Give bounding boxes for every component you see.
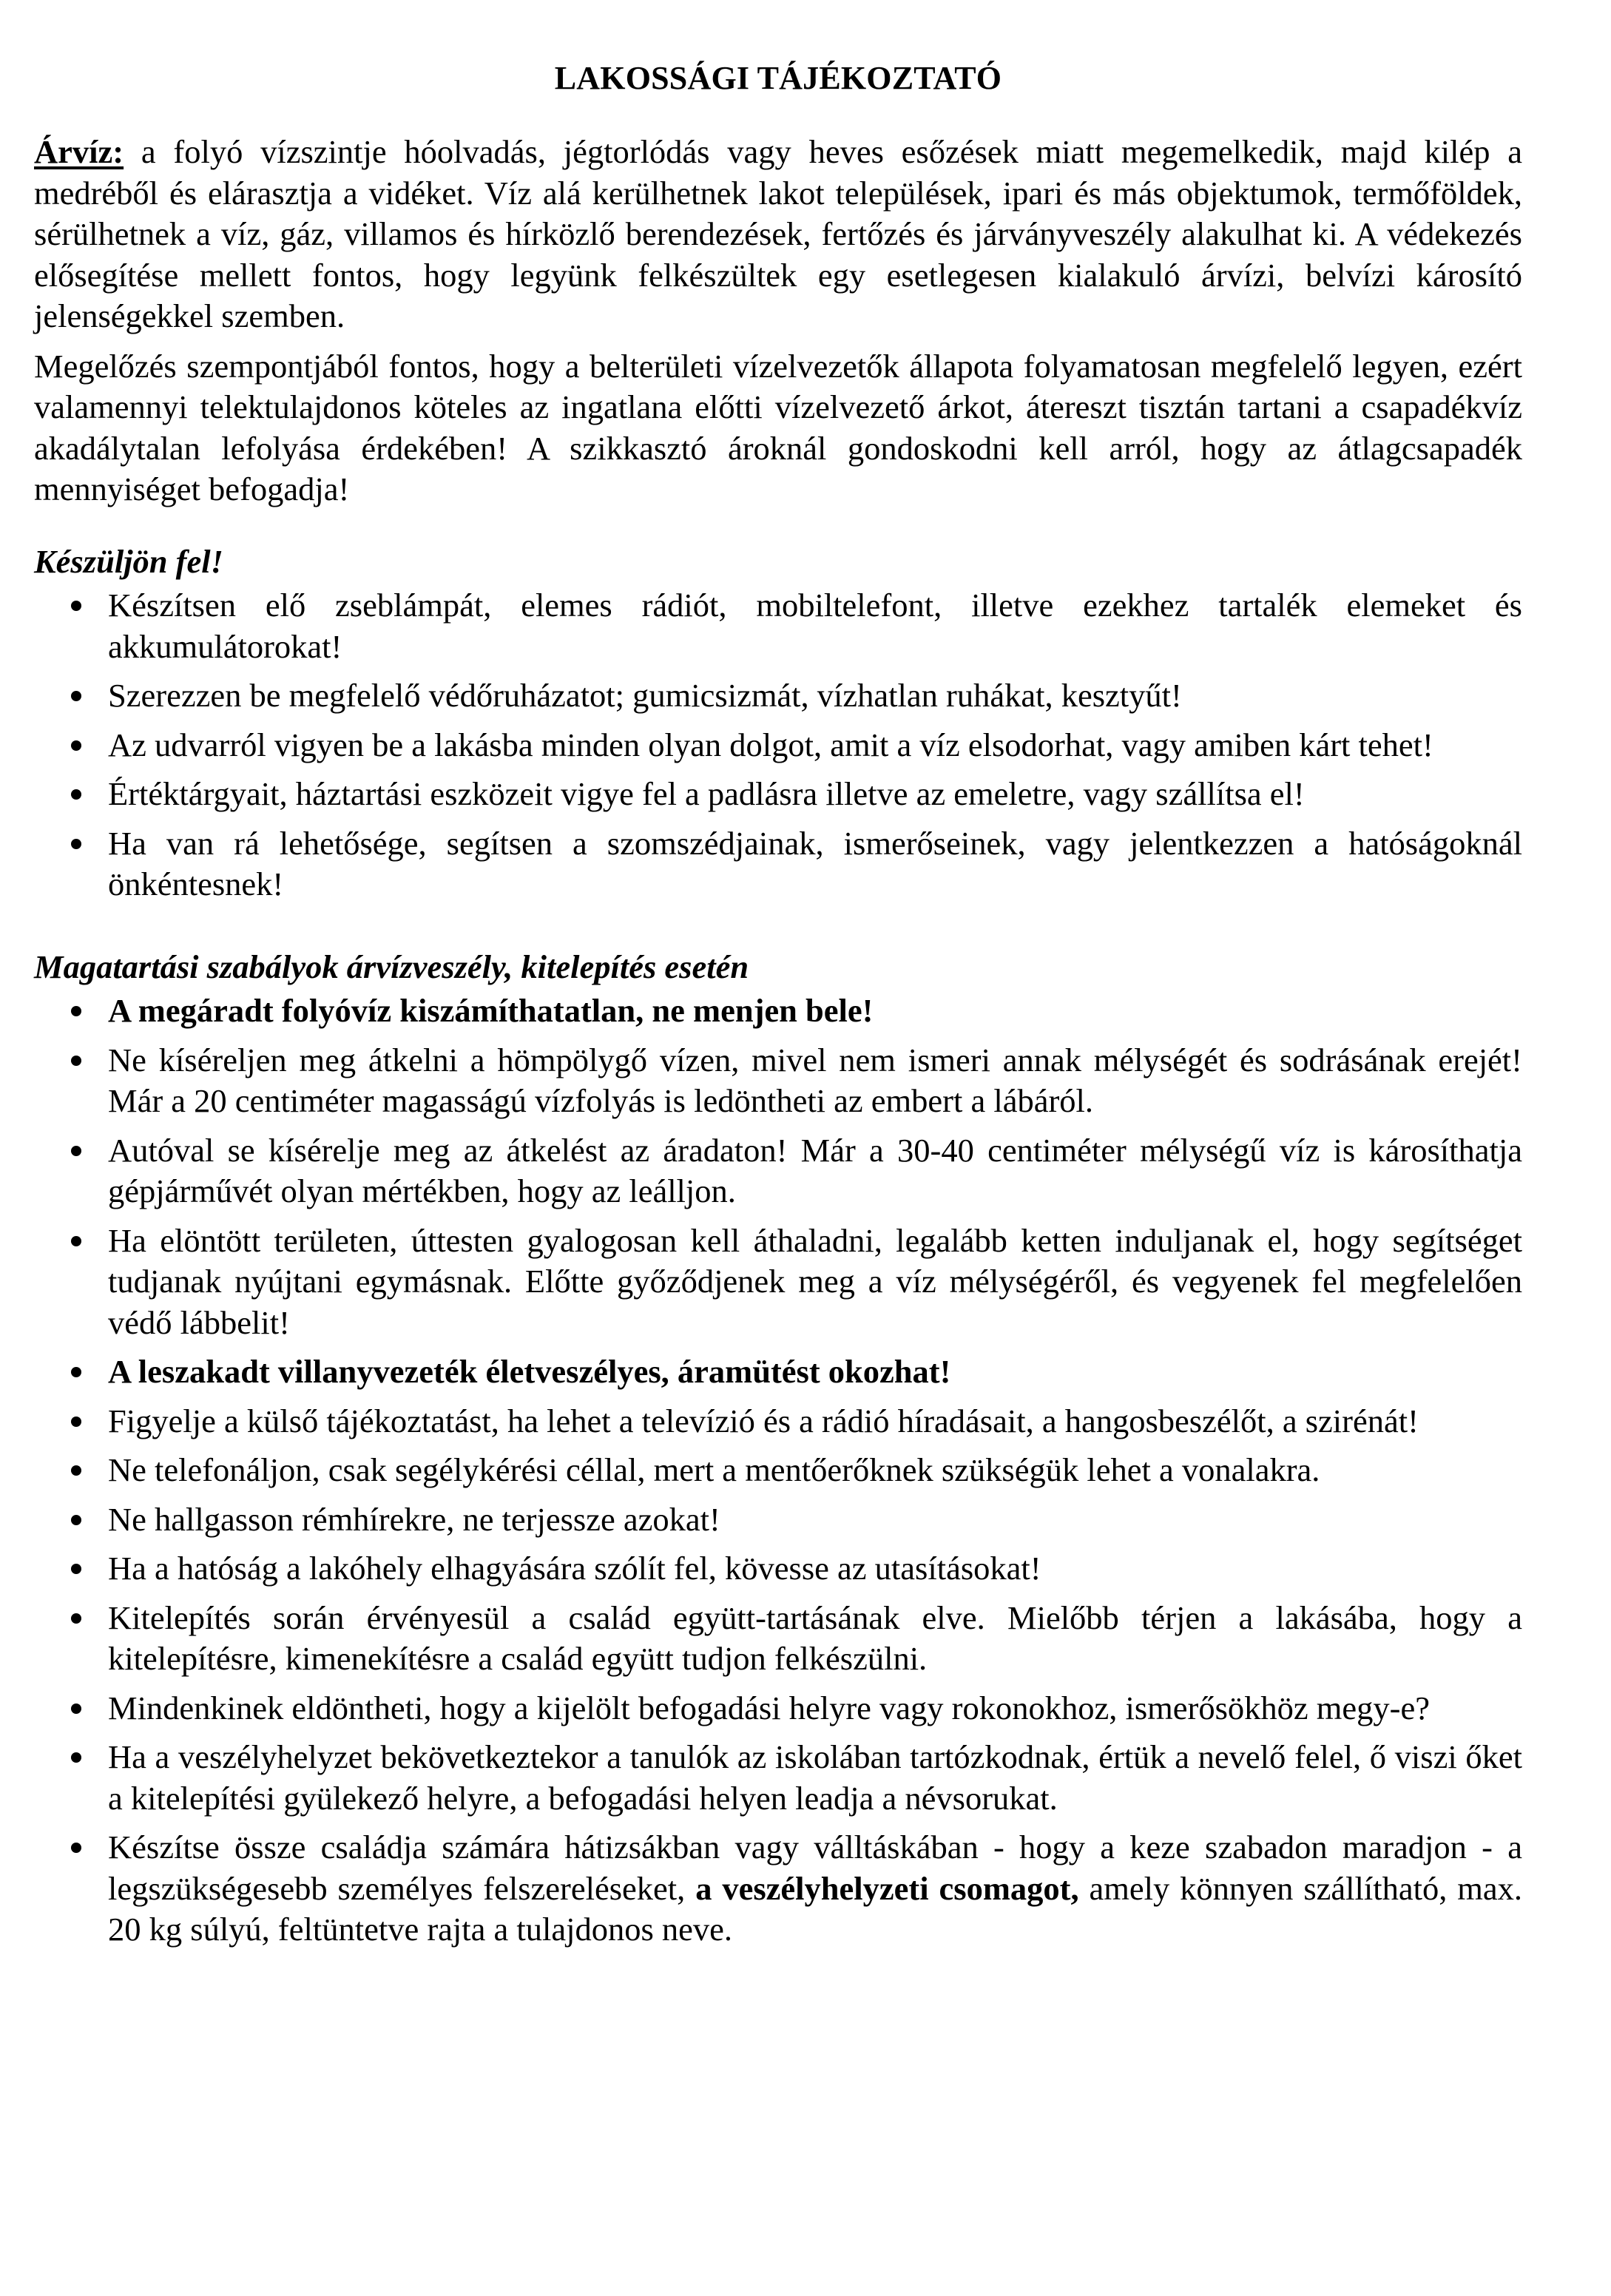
list-item-warning xyxy=(34,1351,1522,1393)
list-item-text: Ha van rá lehetősége, segítsen a szomszédjainak, ismerőseinek, vagy jelentkezzen a hatóságoknál önkéntesnek! xyxy=(108,824,1522,902)
list-item xyxy=(34,1499,1522,1541)
list-item xyxy=(34,585,1522,667)
list-item xyxy=(34,1220,1522,1344)
list-item xyxy=(34,1688,1522,1729)
list-item-text: Ne telefonáljon, csak segélykérési céllal, mert a mentőerőknek szükségük lehet a vonalakra. xyxy=(108,1451,1320,1488)
list-item xyxy=(34,1401,1522,1442)
bullet-icon xyxy=(71,1564,81,1574)
bullet-icon xyxy=(71,601,81,611)
list-item xyxy=(34,1598,1522,1680)
list-item xyxy=(34,1827,1522,1951)
intro-paragraph xyxy=(34,132,1522,337)
section-heading-prepare: Készüljön fel! xyxy=(34,542,223,580)
bullet-icon xyxy=(71,1146,81,1156)
list-item xyxy=(34,823,1522,905)
bullet-icon xyxy=(71,1367,81,1377)
list-item xyxy=(34,675,1522,717)
bullet-icon xyxy=(71,1613,81,1624)
list-item-text: Figyelje a külső tájékoztatást, ha lehet a televízió és a rádió híradásait, a hangosbeszélőt, a szirénát! xyxy=(108,1402,1419,1439)
document-page xyxy=(34,0,1522,1959)
list-item-text: Ha a hatóság a lakóhely elhagyására szólít fel, kövesse az utasításokat! xyxy=(108,1550,1041,1587)
bullet-icon xyxy=(71,1752,81,1763)
list-item-text: Kitelepítés során érvényesül a család együtt-tartásának elve. Mielőbb térjen a lakásába, hogy a kitelepítésre, kimenekítésre a család együtt tudjon felkészülni. xyxy=(108,1598,1522,1677)
list-item-text: Értéktárgyait, háztartási eszközeit vigye fel a padlásra illetve az emeletre, vagy szállítsa el! xyxy=(108,775,1305,812)
bullet-icon xyxy=(71,1417,81,1427)
list-item xyxy=(34,1130,1522,1212)
prepare-list xyxy=(34,585,1522,905)
bullet-icon xyxy=(71,691,81,701)
rules-list xyxy=(34,990,1522,1951)
list-item-text: Ne kíséreljen meg átkelni a hömpölygő vízen, mivel nem ismeri annak mélységét és sodrásának erejét! Már a 20 centiméter magasságú vízfolyás is ledöntheti az embert a lábáról. xyxy=(108,1041,1522,1119)
bullet-icon xyxy=(71,839,81,849)
list-item-warning xyxy=(34,990,1522,1032)
bullet-icon xyxy=(71,1006,81,1016)
bullet-icon xyxy=(71,1843,81,1853)
list-item-text: Szerezzen be megfelelő védőruházatot; gumicsizmát, vízhatlan ruhákat, kesztyűt! xyxy=(108,677,1182,714)
list-item-text: Ha a veszélyhelyzet bekövetkeztekor a tanulók az iskolában tartózkodnak, értük a nevelő felel, ő viszi őket a kitelepítési gyülekező helyre, a befogadási helyen leadja a névsorukat. xyxy=(108,1738,1522,1817)
list-item-text: A leszakadt villanyvezeték életveszélyes, áramütést okozhat! xyxy=(108,1353,951,1390)
emergency-package-emphasis: a veszélyhelyzeti csomagot, xyxy=(695,1869,1079,1907)
bullet-icon xyxy=(71,740,81,751)
list-item xyxy=(34,725,1522,766)
list-item-text: Az udvarról vigyen be a lakásba minden olyan dolgot, amit a víz elsodorhat, vagy amiben kárt tehet! xyxy=(108,726,1433,763)
intro-text: a folyó vízszintje hóolvadás, jégtorlódás vagy heves esőzések miatt megemelkedik, majd kilép a medréből és elárasztja a vidéket. Víz alá kerülhetnek lakot települések, ipari és más objektumok, termőföldek, sérülhetnek a víz, gáz, villamos és hírközlő berendezések, fertőzés és járványveszély alakulhat ki. A védekezés elősegítése mellett fontos, hogy legyünk felkészültek egy esetlegesen kialakuló árvízi, belvízi károsító jelenségekkel szemben. xyxy=(34,133,1522,334)
bullet-icon xyxy=(71,1704,81,1714)
list-item-text: A megáradt folyóvíz kiszámíthatatlan, ne menjen bele! xyxy=(108,992,874,1029)
bullet-icon xyxy=(71,1515,81,1525)
list-item-text: Mindenkinek eldöntheti, hogy a kijelölt befogadási helyre vagy rokonokhoz, ismerősökhöz megy-e? xyxy=(108,1689,1430,1726)
list-item xyxy=(34,774,1522,815)
list-item-text: Ha elöntött területen, úttesten gyalogosan kell áthaladni, legalább ketten induljanak el, hogy segítséget tudjanak nyújtani egymásnak. Előtte győződjenek meg a víz mélységéről, és vegyenek fel megfelelően védő lábbelit! xyxy=(108,1221,1522,1341)
list-item xyxy=(34,1737,1522,1819)
prevention-paragraph: Megelőzés szempontjából fontos, hogy a belterületi vízelvezetők állapota folyamatosan megfelelő legyen, ezért valamennyi telektulajdonos köteles az ingatlana előtti vízelvezető árkot, átereszt tisztán tartani a csapadékvíz akadálytalan lefolyása érdekében! A szikkasztó ároknál gondoskodni kell arról, hogy az átlagcsapadék mennyiséget befogadja! xyxy=(34,347,1522,507)
list-item xyxy=(34,1040,1522,1122)
lead-term: Árvíz: xyxy=(34,133,124,170)
bullet-icon xyxy=(71,1465,81,1476)
list-item-text: amely könnyen szállítható, max. 20 kg súlyú, feltüntetve rajta a tulajdonos neve. xyxy=(108,1869,1522,1948)
bullet-icon xyxy=(71,1056,81,1066)
section-heading-rules: Magatartási szabályok árvízveszély, kitelepítés esetén xyxy=(34,948,749,985)
list-item-text: Készítse össze családja számára hátizsákban vagy válltáskában - hogy a keze szabadon maradjon - a legszükségesebb személyes felszereléseket, xyxy=(108,1829,1522,1907)
list-item-text: Ne hallgasson rémhírekre, ne terjessze azokat! xyxy=(108,1500,720,1538)
list-item xyxy=(34,1450,1522,1491)
page-title: LAKOSSÁGI TÁJÉKOZTATÓ xyxy=(554,60,1002,96)
list-item-text: Készítsen elő zseblámpát, elemes rádiót, mobiltelefont, illetve ezekhez tartalék elemeket és akkumulátorokat! xyxy=(108,587,1522,665)
bullet-icon xyxy=(71,789,81,800)
bullet-icon xyxy=(71,1236,81,1246)
list-item xyxy=(34,1548,1522,1590)
list-item-text: Autóval se kísérelje meg az átkelést az áradaton! Már a 30-40 centiméter mélységű víz is károsíthatja gépjárművét olyan mértékben, hogy az leálljon. xyxy=(108,1131,1522,1209)
